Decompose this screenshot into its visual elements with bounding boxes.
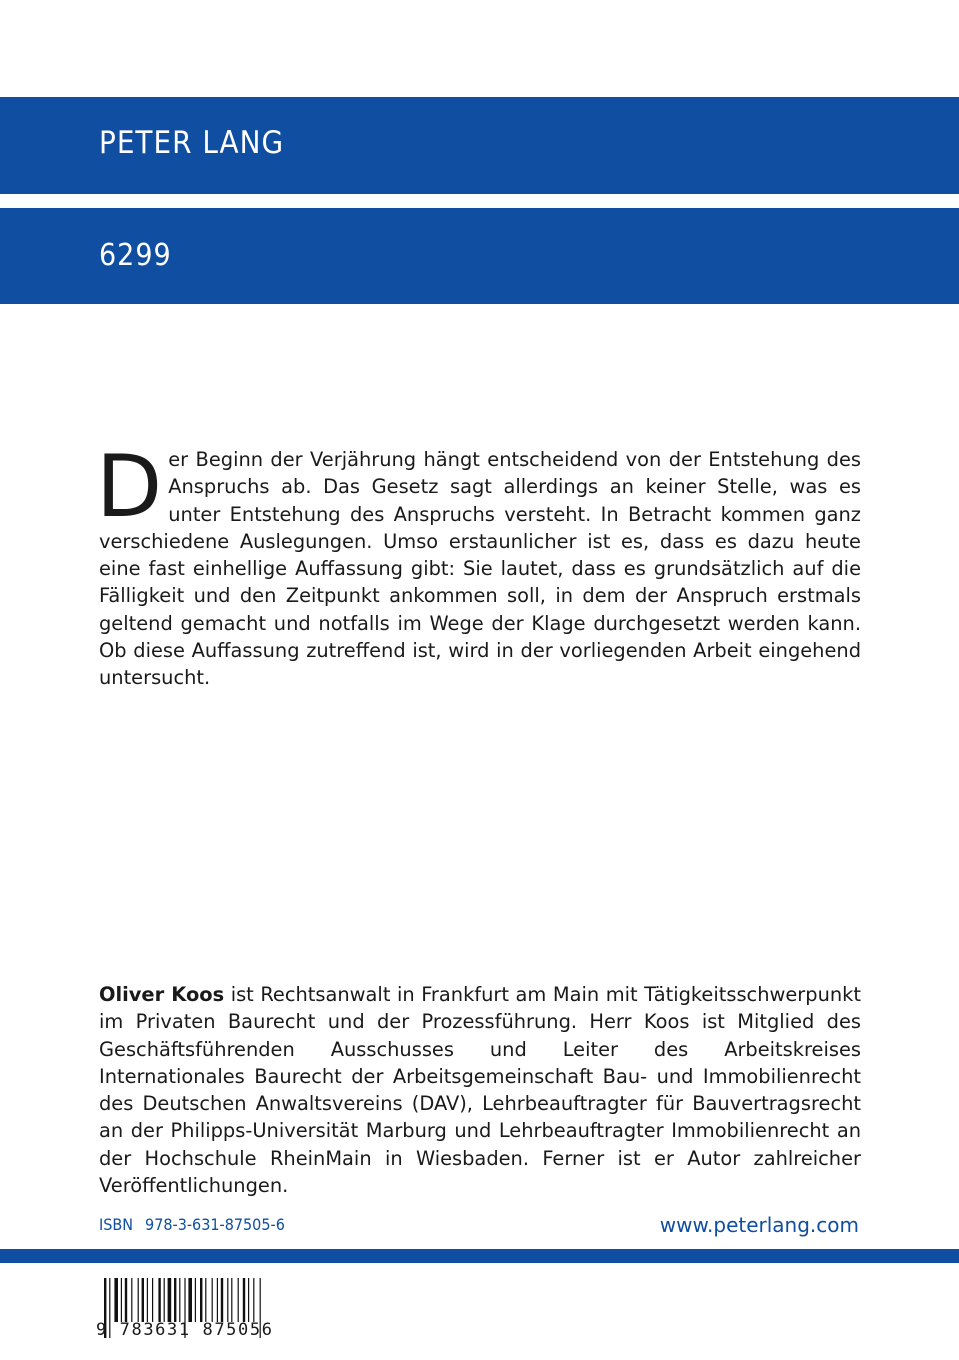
barcode-bar [231,1278,232,1322]
barcode-bar [158,1278,160,1322]
barcode-bar [188,1278,192,1322]
barcode-bar [238,1278,239,1322]
barcode-bar [138,1278,139,1322]
barcode-bar [179,1278,180,1322]
drop-cap: D [96,437,163,537]
barcode-bar [174,1278,176,1322]
barcode-bar [121,1278,122,1322]
barcode-bar [200,1278,202,1322]
barcode-bar [125,1278,127,1322]
publisher-name: PETER LANG [99,125,285,161]
isbn-line [99,1215,285,1234]
barcode-bar [227,1278,228,1322]
website-link[interactable]: www.peterlang.com [659,1213,859,1237]
barcode-bar [253,1278,254,1322]
barcode-bar [114,1278,118,1322]
barcode-bar [212,1278,213,1322]
barcode-bar [217,1278,218,1322]
barcode-bar [205,1278,206,1322]
barcode-bar [221,1278,223,1322]
barcode-bar [248,1278,249,1322]
blurb-text: er Beginn der Verjährung hängt entscheidend von der Entstehung des Anspruchs ab. Das Gesetz sagt allerdings an keiner Stelle, was es unter Entstehung des Anspruchs versteht. In Betracht kommen ganz verschiedene Auslegungen. Umso erstaunlicher ist es, dass es dazu heute eine fast einhellige Auffassung gibt: Sie lautet, dass es grundsätzlich auf die Fälligkeit und den Zeitpunkt ankommen soll, in dem der Anspruch erstmals geltend gemacht und notfalls im Wege der Klage durchgesetzt werden kann. Ob diese Auffassung zutreffend ist, wird in der vorliegenden Arbeit eingehend untersucht. [99,448,861,690]
publisher-band [0,97,959,194]
barcode-bar [195,1278,196,1322]
barcode-bar [243,1278,245,1322]
isbn-label: ISBN [99,1215,134,1234]
isbn-number: 978-3-631-87505-6 [145,1215,285,1234]
barcode-bar [168,1278,172,1322]
series-band [0,208,959,304]
author-bio-text: ist Rechtsanwalt in Frankfurt am Main mit Tätigkeitsschwerpunkt im Privaten Baurecht und der Prozessführung. Herr Koos ist Mitglied des Geschäftsführenden Ausschusses und Leiter des Arbeitskreises Internationales Baurecht der Arbeitsgemeinschaft Bau- und Immobilienrecht des Deutschen Anwaltsvereins (DAV), Lehrbeauftragter für Bauvertragsrecht an der Philipps-Universität Marburg und Lehrbeauftragter Immobilienrecht an der Hochschule RheinMain in Wiesbaden. Ferner ist er Autor zahlreicher Veröffentlichungen. [99,983,861,1198]
barcode-bar [152,1278,153,1322]
author-bio [99,981,861,1199]
barcode-bar [147,1278,148,1322]
barcode-digits: 9 783631 875056 [96,1320,274,1340]
barcode-bar [131,1278,132,1322]
barcode-bar [142,1278,144,1322]
barcode-bar [164,1278,165,1322]
bottom-rule [0,1249,959,1263]
series-number: 6299 [99,238,172,273]
author-name: Oliver Koos [99,983,225,1006]
book-blurb [96,437,861,692]
